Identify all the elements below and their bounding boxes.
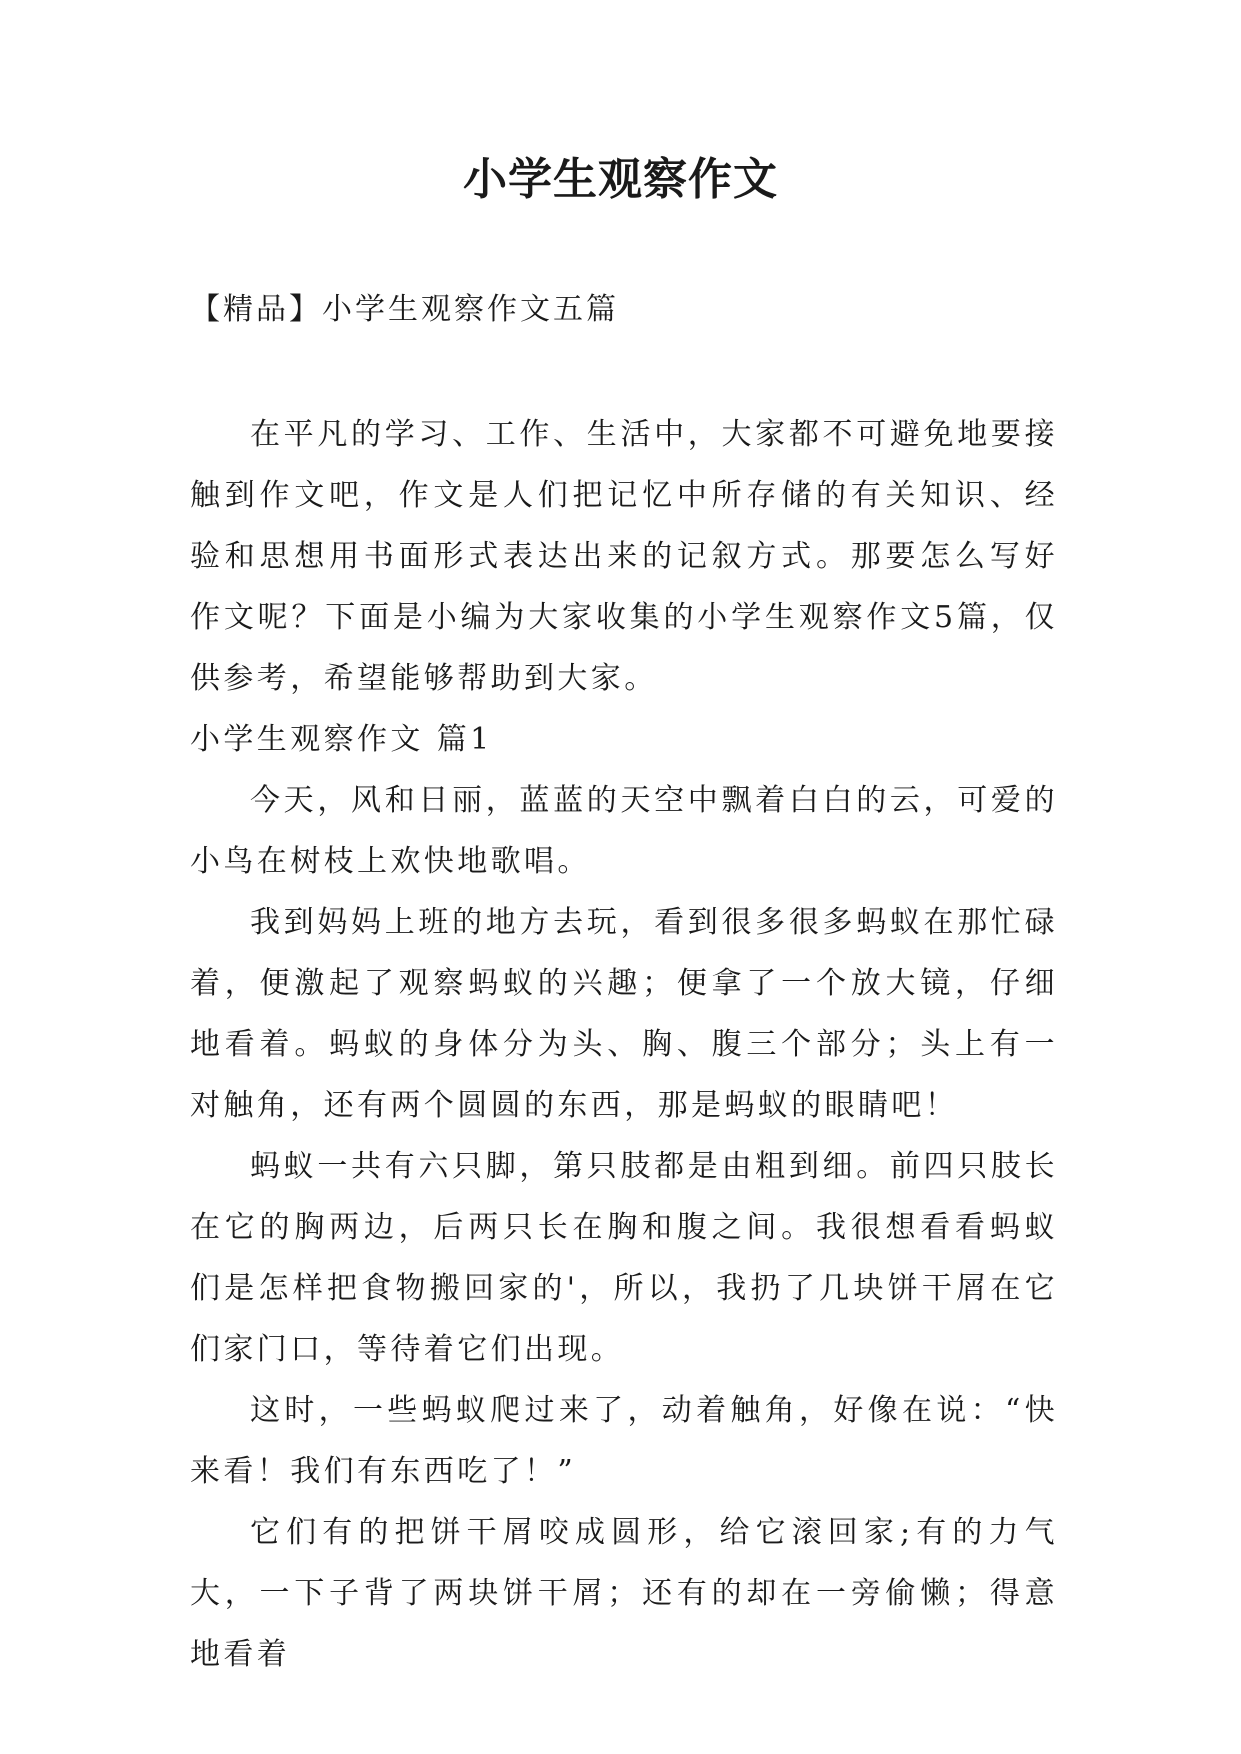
document-title: 小学生观察作文 <box>463 154 778 205</box>
body-paragraph: 我到妈妈上班的地方去玩，看到很多很多蚂蚁在那忙碌着，便激起了观察蚂蚁的兴趣；便拿了一个放大镜，仔细地看着。蚂蚁的身体分为头、胸、腹三个部分；头上有一对触角，还有两个圆圆的东西，那是蚂蚁的眼睛吧！ <box>190 905 1058 1123</box>
body-paragraph: 今天，风和日丽，蓝蓝的天空中飘着白白的云，可爱的小鸟在树枝上欢快地歌唱。 <box>190 783 1058 879</box>
intro-paragraph: 在平凡的学习、工作、生活中，大家都不可避免地要接触到作文吧，作文是人们把记忆中所存储的有关知识、经验和思想用书面形式表达出来的记叙方式。那要怎么写好作文呢？下面是小编为大家收集的小学生观察作文5篇，仅供参考，希望能够帮助到大家。 <box>190 417 1058 696</box>
body-paragraph: 蚂蚁一共有六只脚，第只肢都是由粗到细。前四只肢长在它的胸两边，后两只长在胸和腹之间。我很想看看蚂蚁们是怎样把食物搬回家的'，所以，我扔了几块饼干屑在它们家门口，等待着它们出现。 <box>190 1149 1058 1367</box>
body-paragraph: 这时，一些蚂蚁爬过来了，动着触角，好像在说：“快来看！我们有东西吃了！” <box>190 1393 1058 1489</box>
document-subtitle: 【精品】小学生观察作文五篇 <box>190 292 619 327</box>
section-heading: 小学生观察作文 篇1 <box>190 722 493 757</box>
body-paragraph: 它们有的把饼干屑咬成圆形，给它滚回家;有的力气大，一下子背了两块饼干屑；还有的却在一旁偷懒；得意地看着 <box>190 1515 1058 1672</box>
document-body <box>190 404 1058 1685</box>
